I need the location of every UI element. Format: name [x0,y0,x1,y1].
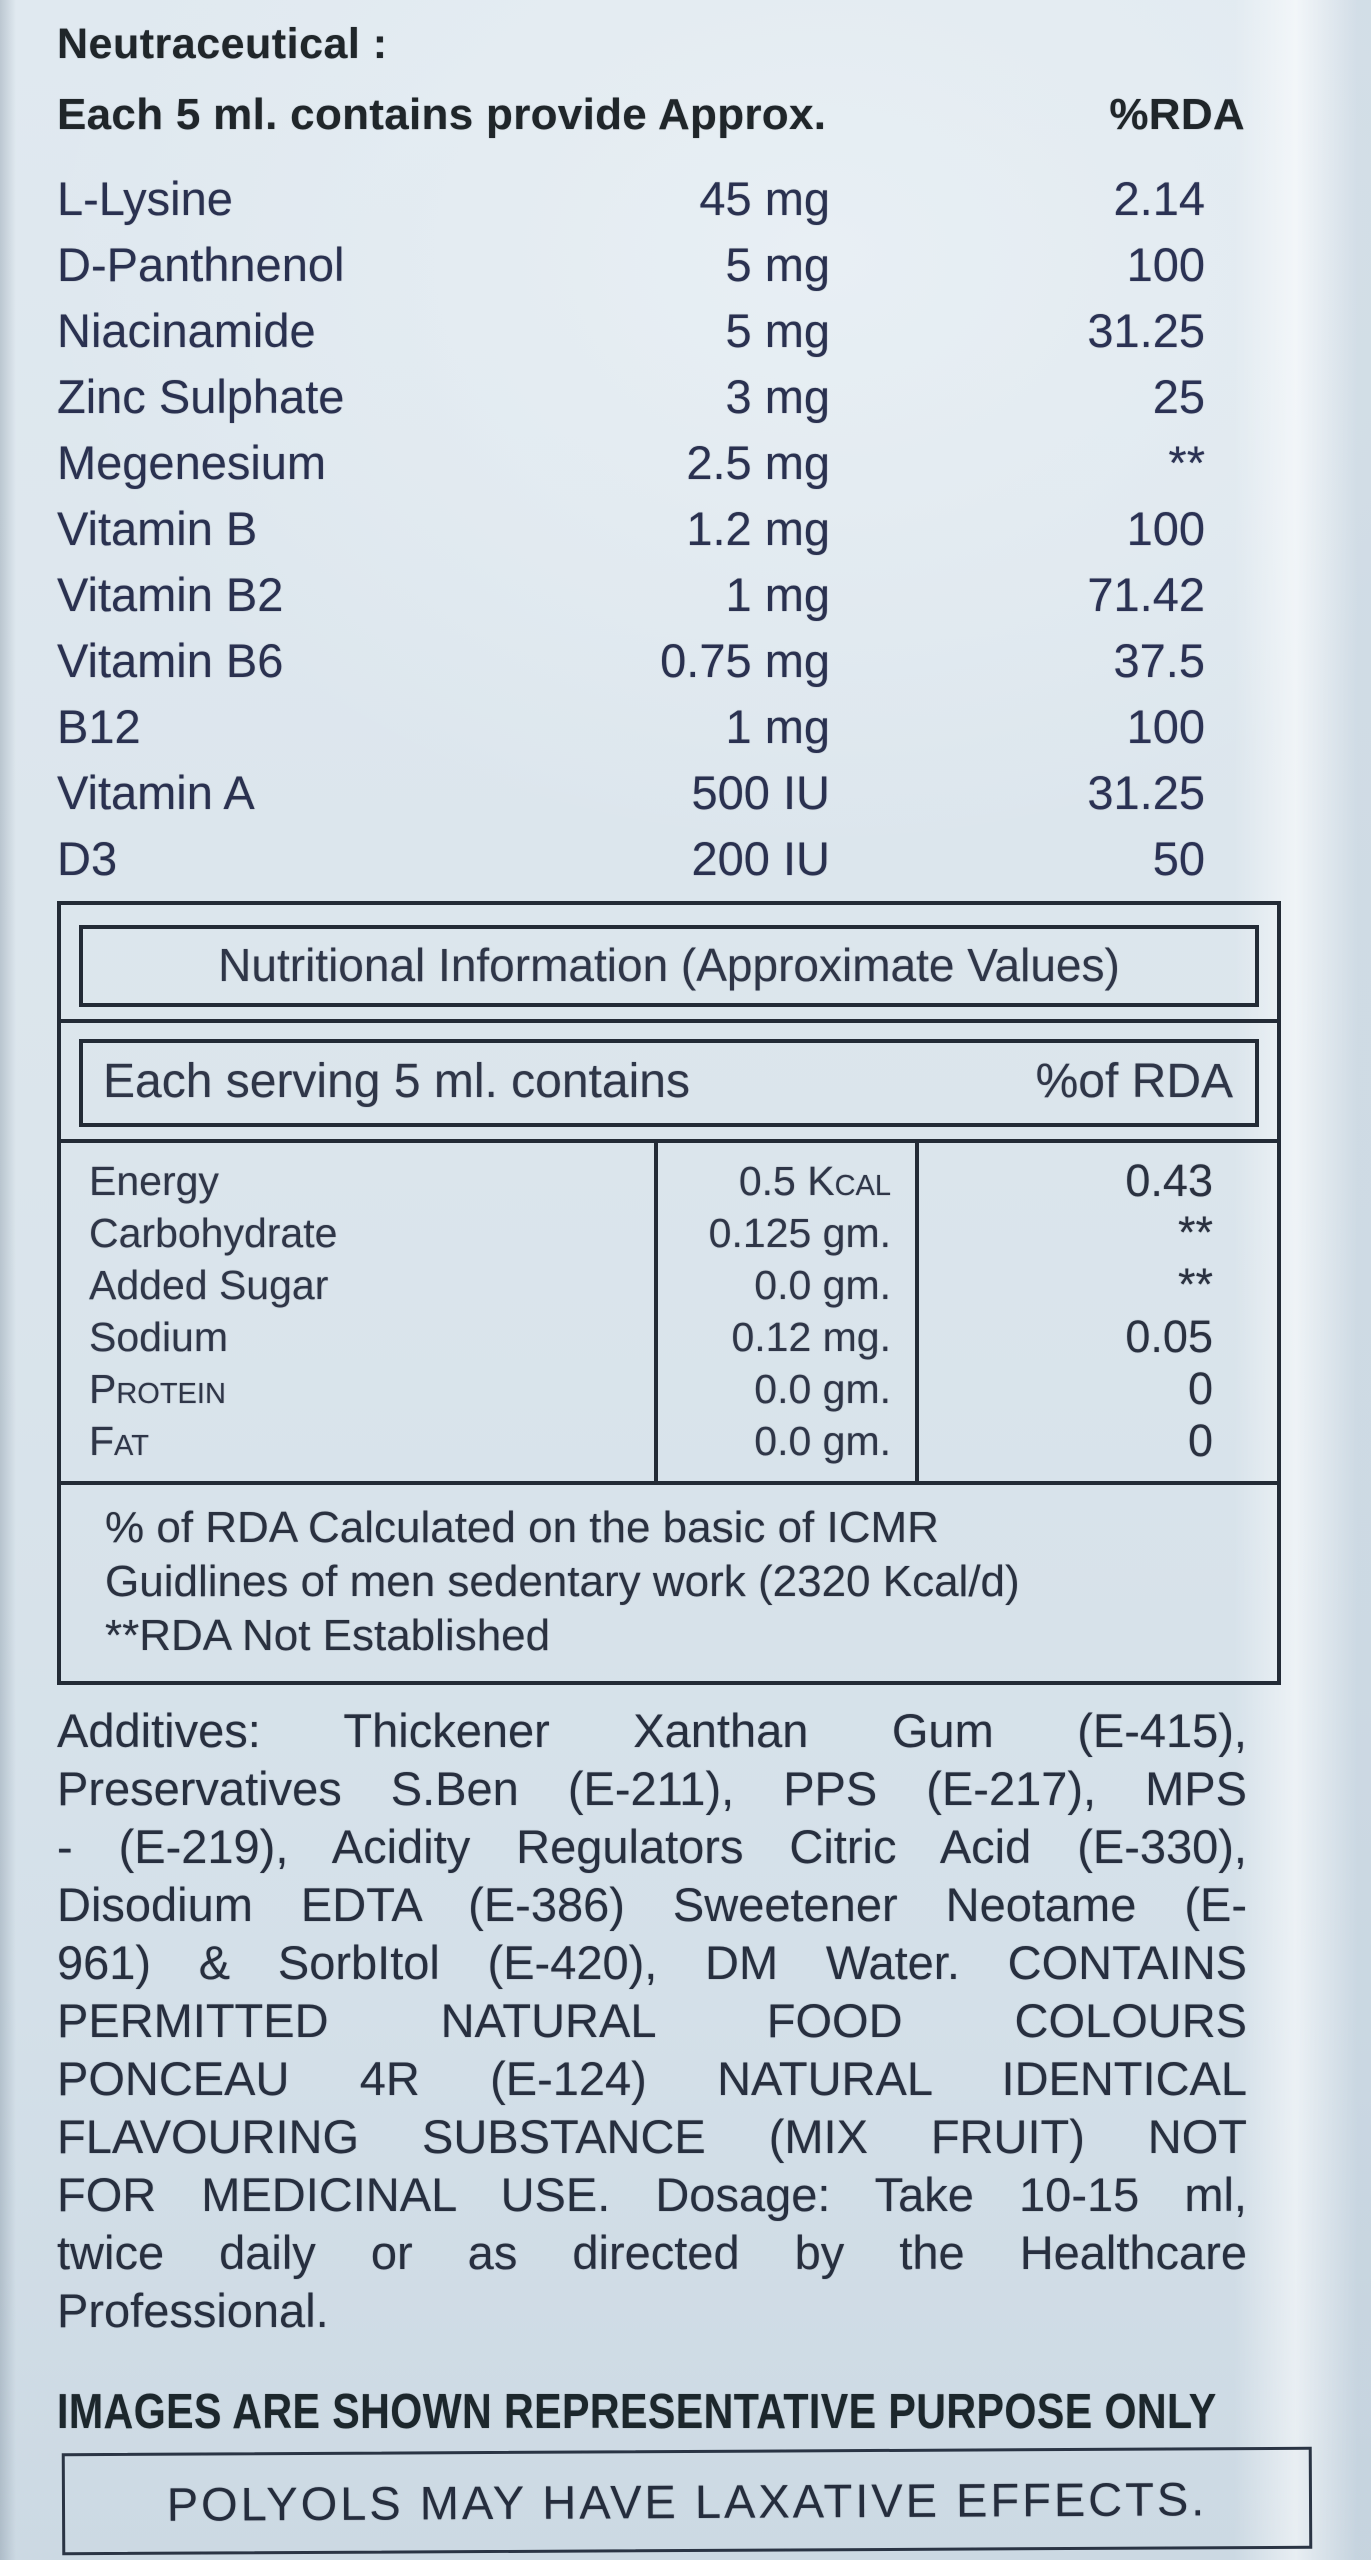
footnote-line: % of RDA Calculated on the basic of ICMR [105,1503,939,1552]
ingredient-name: D-Panthnenol [57,238,345,291]
ingredient-amount: 3 mg [725,370,830,423]
ingredient-rda: 2.14 [1113,172,1205,225]
nutrient-rda: ** [1177,1259,1213,1310]
additives-line: twice daily or as directed by the Healthcare [57,2226,1247,2279]
ingredient-amount: 1 mg [725,568,830,621]
ingredient-row [57,496,1205,562]
nutrient-name: Energy [89,1158,219,1204]
ingredient-amount: 5 mg [725,304,830,357]
ingredient-name: L-Lysine [57,172,233,225]
ingredient-name: Vitamin B [57,502,258,555]
nutrient-name: Added Sugar [89,1262,329,1308]
ingredient-name: Niacinamide [57,304,316,357]
ingredient-name: D3 [57,832,118,885]
nutrition-table-body [61,1143,1277,1481]
nutrient-value: 0.5 Kcal [738,1158,891,1204]
ingredient-rda: 100 [1126,502,1205,555]
nutrient-name: Fat [89,1418,149,1464]
additives-line: Preservatives S.Ben (E-211), PPS (E-217), MPS [57,1762,1247,1815]
category-heading: Neutraceutical : [57,20,388,68]
nutrient-value: 0.0 gm. [754,1418,891,1464]
additives-line: FOR MEDICINAL USE. Dosage: Take 10-15 ml, [57,2168,1247,2221]
ingredient-name: Vitamin A [57,766,255,819]
nutrition-table [57,901,1281,1685]
ingredient-row [57,760,1205,826]
additives-line: FLAVOURING SUBSTANCE (MIX FRUIT) NOT [57,2110,1247,2163]
additives-line: Additives: Thickener Xanthan Gum (E-415), [57,1704,1247,1757]
ingredient-row [57,430,1205,496]
ingredient-rda: ** [1168,436,1205,489]
ingredient-name: Vitamin B6 [57,634,284,687]
additives-line: Professional. [57,2284,329,2337]
ingredients-list [57,166,1205,892]
ingredient-rda: 31.25 [1087,304,1205,357]
rda-column-header: %of RDA [1035,1055,1233,1108]
footnote-line: Guidlines of men sedentary work (2320 Kcal/d) [105,1557,1020,1606]
ingredient-rda: 100 [1126,238,1205,291]
ingredient-amount: 2.5 mg [686,436,830,489]
nutrient-rda: ** [1177,1207,1213,1258]
ingredient-name: Megenesium [57,436,327,489]
additives-line: Disodium EDTA (E-386) Sweetener Neotame (E- [57,1878,1247,1931]
nutrient-rda: 0 [1187,1363,1213,1414]
ingredient-amount: 1.2 mg [686,502,830,555]
nutrient-value: 0.125 gm. [708,1210,891,1256]
ingredient-name: Vitamin B2 [57,568,284,621]
nutrient-name: Carbohydrate [89,1210,338,1256]
nutrient-value: 0.0 gm. [754,1366,891,1412]
additives-line: 961) & SorbItol (E-420), DM Water. CONTAINS [57,1936,1247,1989]
additives-line: - (E-219), Acidity Regulators Citric Acid (E-330), [57,1820,1247,1873]
composition-rda-label: %RDA [1109,90,1245,139]
ingredient-rda: 100 [1126,700,1205,753]
nutrient-rda: 0 [1187,1415,1213,1466]
ingredient-row [57,298,1205,364]
nutrient-name: Protein [89,1366,226,1412]
ingredient-amount: 0.75 mg [660,634,830,687]
additives-line: PONCEAU 4R (E-124) NATURAL IDENTICAL [57,2052,1247,2105]
composition-title: Each 5 ml. contains provide Approx. [57,90,827,139]
nutrient-rda-column [919,1143,1277,1481]
nutrient-value-column [654,1143,919,1481]
ingredient-rda: 71.42 [1087,568,1205,621]
ingredient-row [57,694,1205,760]
ingredient-row [57,826,1205,892]
ingredient-row [57,364,1205,430]
ingredient-row [57,562,1205,628]
ingredient-row [57,628,1205,694]
additives-line: PERMITTED NATURAL FOOD COLOURS [57,1994,1247,2047]
ingredient-rda: 25 [1152,370,1205,423]
ingredient-name: Zinc Sulphate [57,370,345,423]
polyols-warning-text: POLYOLS MAY HAVE LAXATIVE EFFECTS. [166,2471,1208,2531]
nutrition-table-header [79,1039,1259,1127]
nutrition-table-title: Nutritional Information (Approximate Values) [79,925,1259,1007]
nutrient-value: 0.0 gm. [754,1262,891,1308]
rda-footnote [79,1485,1259,1681]
nutrient-rda: 0.43 [1125,1155,1213,1206]
ingredient-rda: 50 [1152,832,1205,885]
additives-paragraph [57,1702,1247,2340]
ingredient-row [57,232,1205,298]
ingredient-amount: 500 IU [691,766,830,819]
ingredient-rda: 31.25 [1087,766,1205,819]
nutrient-value: 0.12 mg. [731,1314,891,1360]
ingredient-amount: 1 mg [725,700,830,753]
polyols-warning-box [62,2447,1313,2556]
serving-column-header: Each serving 5 ml. contains [103,1055,690,1108]
footnote-line: **RDA Not Established [105,1611,551,1660]
nutrient-name: Sodium [89,1314,229,1360]
ingredient-rda: 37.5 [1113,634,1205,687]
ingredient-row [57,166,1205,232]
ingredient-name: B12 [57,700,141,753]
nutrient-name-column [61,1143,654,1481]
representative-disclaimer [57,2384,1371,2440]
nutrient-rda: 0.05 [1125,1311,1213,1362]
ingredient-amount: 5 mg [725,238,830,291]
ingredient-amount: 45 mg [699,172,830,225]
ingredient-amount: 200 IU [691,832,830,885]
composition-header [57,90,1245,140]
representative-disclaimer-text: IMAGES ARE SHOWN REPRESENTATIVE PURPOSE ONLY [57,2385,1217,2439]
